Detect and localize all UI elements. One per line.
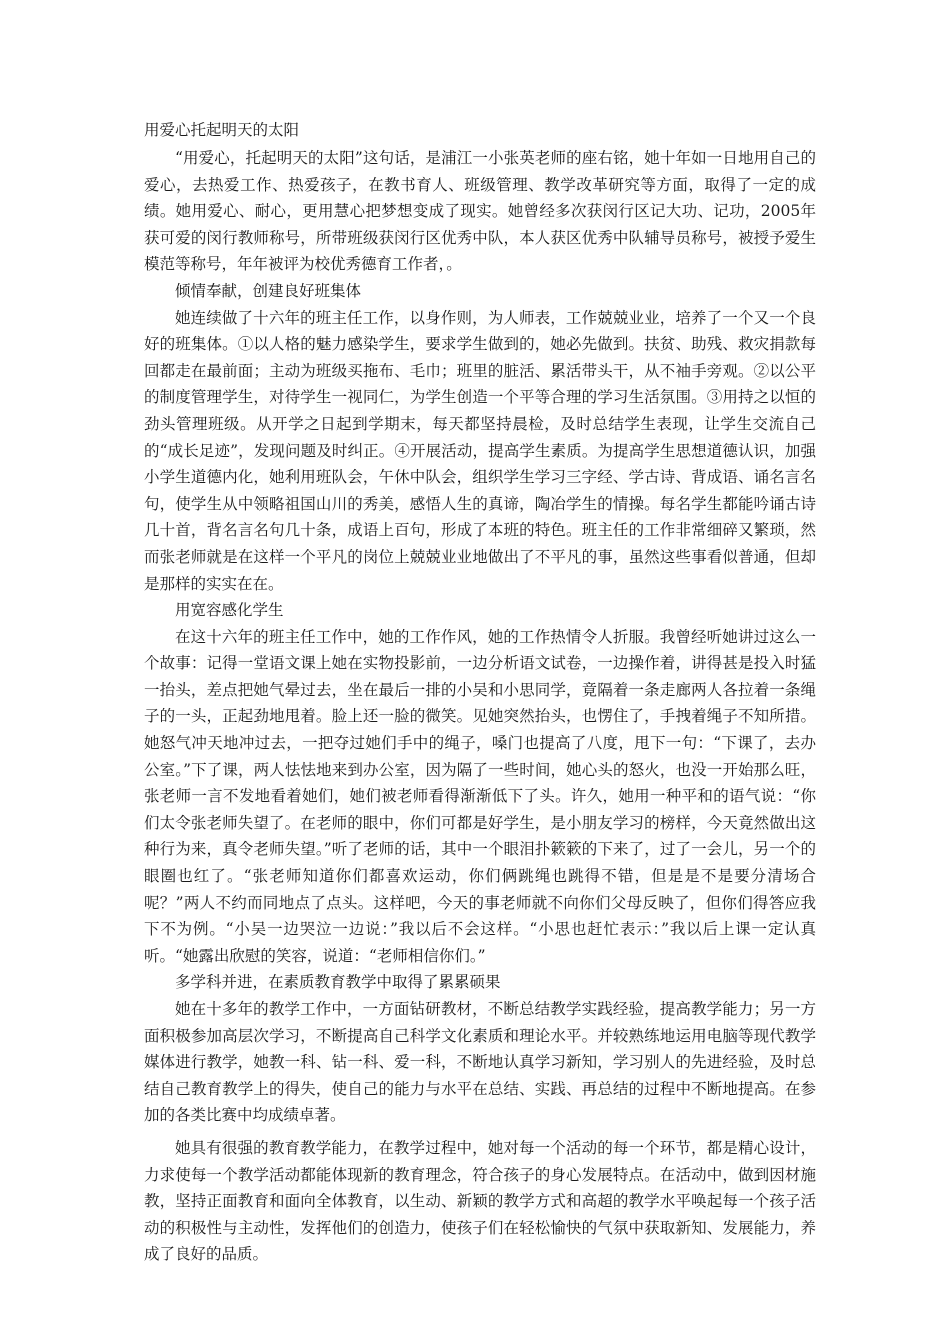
section-heading-tolerance: 用宽容感化学生 xyxy=(175,601,284,620)
document-page xyxy=(144,117,816,1268)
section-heading-dedication: 倾情奉献，创建良好班集体 xyxy=(175,281,362,300)
paragraph-teaching-work: 她在十多年的教学工作中，一方面钻研教材，不断总结教学实践经验，提高教学能力；另一方面积极参加高层次学习，不断提高自己科学文化素质和理论水平。并较熟练地运用电脑等现代教学媒体进行教学，她教一科、钻一科、爱一科，不断地认真学习新知，学习别人的先进经验，及时总结自己教育教学上的得失，使自己的能力与水平在总结、实践、再总结的过程中不断地提高。在参加的各类比赛中均成绩卓著。 xyxy=(144,1000,816,1125)
paragraph-story: 在这十六年的班主任工作中，她的工作作风，她的工作热情令人折服。我曾经听她讲过这么一个故事：记得一堂语文课上她在实物投影前，一边分析语文试卷，一边操作着，讲得甚是投入时猛一抬头，差点把她气晕过去，坐在最后一排的小吴和小思同学，竟隔着一条走廊两人各拉着一条绳子的一头，正起劲地甩着。脸上还一脸的微笑。见她突然抬头，也愣住了，手拽着绳子不知所措。她怒气冲天地冲过去，一把夺过她们手中的绳子，嗓门也提高了八度，甩下一句：“下课了，去办公室。”下了课，两人怯怯地来到办公室，因为隔了一些时间，她心头的怒火，也没一开始那么旺，张老师一言不发地看着她们，她们被老师看得渐渐低下了头。许久，她用一种平和的语气说：“你们太令张老师失望了。在老师的眼中，你们可都是好学生，是小朋友学习的榜样，今天竟然做出这种行为来，真令老师失望。”听了老师的话，其中一个眼泪扑簌簌的下来了，过了一会儿，另一个的眼圈也红了。“张老师知道你们都喜欢运动，你们俩跳绳也跳得不错，但是是不是要分清场合呢？”两人不约而同地点了点头。这样吧，今天的事老师就不向你们父母反映了，但你们得答应我下不为例。“小吴一边哭泣一边说：”我以后不会这样。“小思也赶忙表示：”我以后上课一定认真听。“她露出欣慰的笑容，说道：“老师相信你们。” xyxy=(144,627,816,965)
section-heading-multidiscipline: 多学科并进，在素质教育教学中取得了累累硕果 xyxy=(175,973,501,992)
paragraph-teaching-ability: 她具有很强的教育教学能力，在教学过程中，她对每一个活动的每一个环节，都是精心设计，力求使每一个教学活动都能体现新的教育理念，符合孩子的身心发展特点。在活动中，做到因材施教，坚持正面教育和面向全体教育，以生动、新颖的教学方式和高超的教学水平唤起每一个孩子活动的积极性与主动性，发挥他们的创造力，使孩子们在轻松愉快的气氛中获取新知、发展能力，养成了良好的品质。 xyxy=(144,1138,816,1264)
document-title: 用爱心托起明天的太阳 xyxy=(144,121,300,139)
paragraph-class-management: 她连续做了十六年的班主任工作，以身作则，为人师表，工作兢兢业业，培养了一个又一个良好的班集体。①以人格的魅力感染学生，要求学生做到的，她必先做到。扶贫、助残、救灾捐款每回都走在最前面；主动为班级买拖布、毛巾；班里的脏活、累活带头干，从不袖手旁观。②以公平的制度管理学生，对待学生一视同仁，为学生创造一个平等合理的学习生活氛围。③用持之以恒的劲头管理班级。从开学之日起到学期末，每天都坚持晨检，及时总结学生表现，让学生交流自己的“成长足迹”，发现问题及时纠正。④开展活动，提高学生素质。为提高学生思想道德认识，加强小学生道德内化，她利用班队会，午休中队会，组织学生学习三字经、学古诗、背成语、诵名言名句，使学生从中领略祖国山川的秀美，感悟人生的真谛，陶冶学生的情操。每名学生都能吟诵古诗几十首，背名言名句几十条，成语上百句，形成了本班的特色。班主任的工作非常细碎又繁琐，然而张老师就是在这样一个平凡的岗位上兢兢业业地做出了不平凡的事，虽然这些事看似普通，但却是那样的实实在在。 xyxy=(144,308,816,593)
paragraph-intro: “用爱心，托起明天的太阳”这句话，是浦江一小张英老师的座右铭，她十年如一日地用自己的爱心，去热爱工作、热爱孩子，在教书育人、班级管理、教学改革研究等方面，取得了一定的成绩。她用爱心、耐心，更用慧心把梦想变成了现实。她曾经多次获闵行区记大功、记功，2005年获可爱的闵行教师称号，所带班级获闵行区优秀中队，本人获区优秀中队辅导员称号，被授予爱生模范等称号，年年被评为校优秀德育工作者，。 xyxy=(144,149,816,274)
